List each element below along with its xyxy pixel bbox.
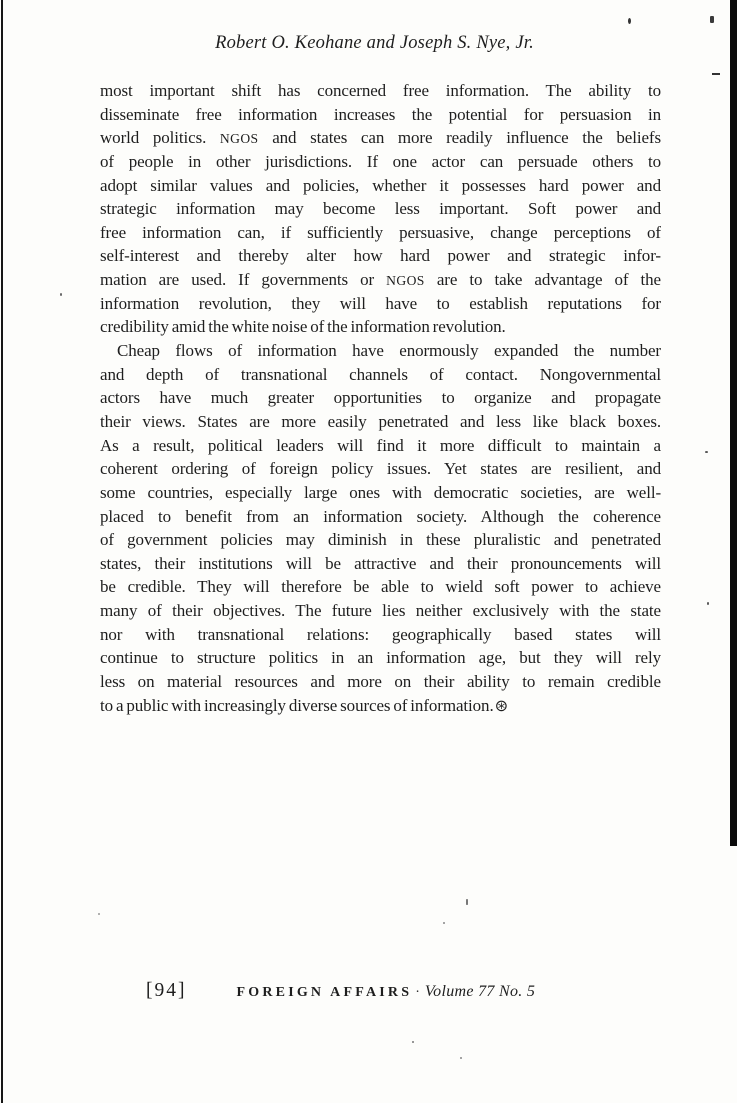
scan-edge-strip-right: [730, 0, 737, 846]
text-line: mation are used. If governments or NGOS are to take advantage of the: [100, 270, 661, 290]
scan-edge-line-left: [1, 0, 3, 1103]
scan-speck: [443, 922, 445, 924]
scan-speck: [466, 899, 468, 905]
journal-name: FOREIGN AFFAIRS: [236, 985, 413, 1000]
scan-speck: [710, 16, 714, 23]
text-line: self-interest and thereby alter how hard power and strategic infor-: [100, 246, 661, 266]
text-line: Cheap flows of information have enormously expanded the number: [117, 341, 661, 361]
text-line: disseminate free information increases the potential for persuasion in: [100, 104, 661, 124]
text-line: many of their objectives. The future lies neither exclusively with the state: [100, 601, 661, 621]
page-footer: [100, 980, 661, 1002]
text-line: world politics. NGOS and states can more readily influence the beliefs: [100, 128, 661, 148]
scan-speck: [712, 73, 720, 75]
text-line: credibility amid the white noise of the information revolution.: [100, 317, 506, 337]
end-of-article-globe-icon: ⊛: [494, 695, 509, 715]
page-number: [94]: [146, 980, 187, 1001]
scan-speck: [412, 1041, 414, 1043]
text-line: placed to benefit from an information society. Although the coherence: [100, 506, 661, 526]
text-line: information revolution, they will have to establish reputations for: [100, 293, 661, 313]
small-caps-acronym: NGOS: [219, 131, 259, 147]
text-line: continue to structure politics in an information age, but they will rely: [100, 648, 661, 668]
text-line: As a result, political leaders will find it more difficult to maintain a: [100, 435, 661, 455]
text-line: to a public with increasingly diverse sources of information.⊛: [100, 695, 509, 715]
running-header-byline: Robert O. Keohane and Joseph S. Nye, Jr.: [215, 33, 534, 53]
text-line: coherent ordering of foreign policy issues. Yet states are resilient, and: [100, 459, 661, 479]
text-line: less on material resources and more on their ability to remain credible: [100, 672, 661, 692]
text-line: states, their institutions will be attractive and their pronouncements will: [100, 553, 661, 573]
text-line: of people in other jurisdictions. If one actor can persuade others to: [100, 151, 661, 171]
text-line: their views. States are more easily penetrated and less like black boxes.: [100, 411, 661, 431]
scan-speck: [98, 913, 100, 915]
article-body: [100, 79, 661, 717]
scan-speck: [460, 1057, 462, 1059]
text-line: strategic information may become less important. Soft power and: [100, 199, 661, 219]
text-line: adopt similar values and policies, whether it possesses hard power and: [100, 175, 661, 195]
scan-speck: [705, 451, 708, 453]
text-line: and depth of transnational channels of contact. Nongovernmental: [100, 364, 661, 384]
small-caps-acronym: NGOS: [386, 273, 425, 289]
text-line: most important shift has concerned free information. The ability to: [100, 81, 661, 100]
text-line: actors have much greater opportunities to organize and propagate: [100, 388, 661, 408]
scan-speck: [707, 602, 709, 605]
text-line: nor with transnational relations: geographically based states will: [100, 624, 661, 644]
text-line: be credible. They will therefore be able to wield soft power to achieve: [100, 577, 661, 597]
text-line: free information can, if sufficiently persuasive, change perceptions of: [100, 222, 661, 242]
issue-info: Volume 77 No. 5: [424, 983, 536, 1000]
footer-separator-dot: ·: [415, 985, 420, 1000]
text-line: some countries, especially large ones with democratic societies, are well-: [100, 482, 661, 502]
text-line: of government policies may diminish in these pluralistic and penetrated: [100, 530, 661, 550]
scan-speck: [60, 293, 62, 296]
scan-speck: [628, 18, 631, 24]
